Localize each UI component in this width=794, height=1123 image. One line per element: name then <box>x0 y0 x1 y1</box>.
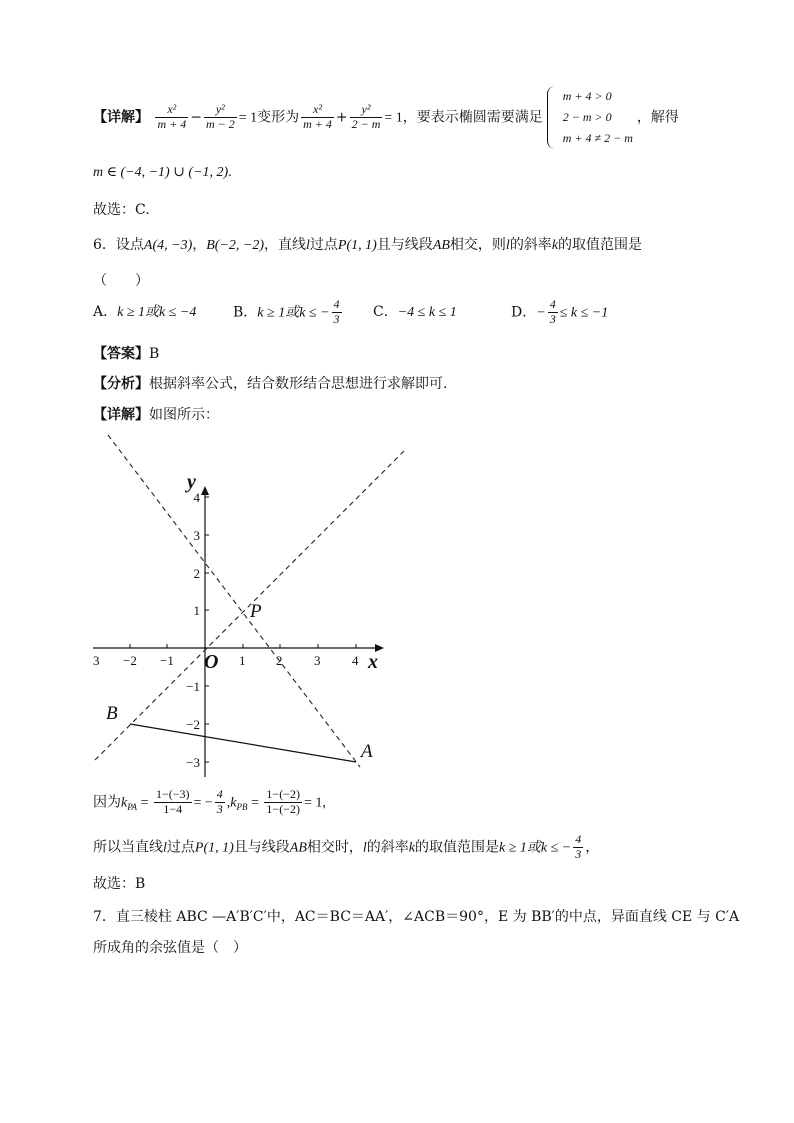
prev-answer: 故选：C. <box>93 202 150 218</box>
conclusion-line: 所以当直线l过点P(1, 1)且与线段AB相交时，l的斜率k的取值范围是k ≥ 1或k ≤ − $\frac{4}{3}$ ， <box>93 832 600 861</box>
q6-answer: 【答案】B <box>93 346 160 362</box>
slope-line: 因为$k_{PA}$ = $\frac{1-(-3)}{1-4}$ = − $\frac{4}{3}$ $,k_{PB}$ = $\frac{1-(-2)}{1-(-2)}$ = 1, <box>93 787 326 816</box>
svg-text:−3: −3 <box>186 755 200 770</box>
coordinate-figure <box>90 425 410 790</box>
fraction-x2-m4: $\frac{\text{x²}}{m + 4}$ <box>157 102 187 131</box>
svg-text:2: 2 <box>276 653 283 668</box>
option-c[interactable]: C．−4 ≤ k ≤ 1 <box>373 304 457 321</box>
point-a-label: A <box>361 741 373 762</box>
detail-line: 【详解】 $\frac{\text{x²}}{m + 4}$ − $\frac{\text{y²}}{m - 2}$ = 1变形为 $\frac{\text{x²}}{m + 4}$ + $\frac{\text{y²}}{2 - m}$ = 1，要表示椭圆需要满足 m + 4 > 0 2 − m > 0 m + 4 ≠ 2 − m ，解得 <box>93 86 679 149</box>
svg-text:−2: −2 <box>186 717 200 732</box>
svg-text:1: 1 <box>193 603 200 618</box>
fraction-x2-m4-b: $\frac{\text{x²}}{m + 4}$ <box>303 102 332 131</box>
q7-line2: 所成角的余弦值是（ ） <box>93 940 247 956</box>
final-answer: 故选：B <box>93 876 146 892</box>
condition-system: m + 4 > 0 2 − m > 0 m + 4 ≠ 2 − m <box>547 86 633 149</box>
svg-text:−1: −1 <box>160 653 174 668</box>
fraction-y2-2m: $\frac{\text{y²}}{2 - m}$ <box>351 102 381 131</box>
svg-text:4: 4 <box>193 490 200 505</box>
q6-stem: 6．设点A(4, −3)，B(−2, −2)，直线l过点P(1, 1)且与线段AB相交，则l的斜率k的取值范围是 <box>93 237 643 253</box>
svg-text:3: 3 <box>314 653 321 668</box>
q6-paren: （ ） <box>93 273 149 289</box>
q6-detail: 【详解】如图所示： <box>93 407 219 423</box>
svg-text:4: 4 <box>352 653 359 668</box>
point-p-label: P <box>250 601 262 622</box>
svg-text:3: 3 <box>93 653 100 668</box>
y-axis-label: y <box>187 471 196 493</box>
detail-tag: 【详解】 <box>93 109 149 126</box>
option-a[interactable]: A．k ≥ 1或k ≤ −4 <box>93 304 197 321</box>
y-ticks <box>205 497 209 762</box>
line-PA-dashed <box>108 435 360 767</box>
x-axis-label: x <box>368 651 378 673</box>
q6-analysis: 【分析】根据斜率公式，结合数形结合思想进行求解即可. <box>93 376 448 392</box>
point-b-label: B <box>106 703 118 724</box>
svg-text:3: 3 <box>193 528 200 543</box>
y-axis-arrow <box>201 486 209 495</box>
y-tick-labels <box>186 490 200 770</box>
detail-result: m ∈ (−4, −1) ∪ (−1, 2). <box>93 165 232 180</box>
q6-options <box>93 298 608 327</box>
svg-text:−2: −2 <box>123 653 137 668</box>
option-d[interactable]: D．− $\frac{4}{3}$ ≤ k ≤ −1 <box>511 297 609 326</box>
option-b[interactable]: B．k ≥ 1或k ≤ − $\frac{4}{3}$ <box>233 297 340 326</box>
svg-text:1: 1 <box>239 653 246 668</box>
fraction-y2-m2: $\frac{\text{y²}}{m - 2}$ <box>205 102 235 131</box>
segment-AB <box>130 724 356 762</box>
svg-text:−1: −1 <box>186 679 200 694</box>
q7-line1: 7．直三棱柱 ABC —A′B′C′中，AC＝BC＝AA′，∠ACB＝90°，E 为 BB′的中点，异面直线 CE 与 C′A <box>93 909 740 925</box>
svg-text:2: 2 <box>193 566 200 581</box>
x-tick-labels <box>93 653 359 668</box>
origin-label: O <box>204 651 219 673</box>
